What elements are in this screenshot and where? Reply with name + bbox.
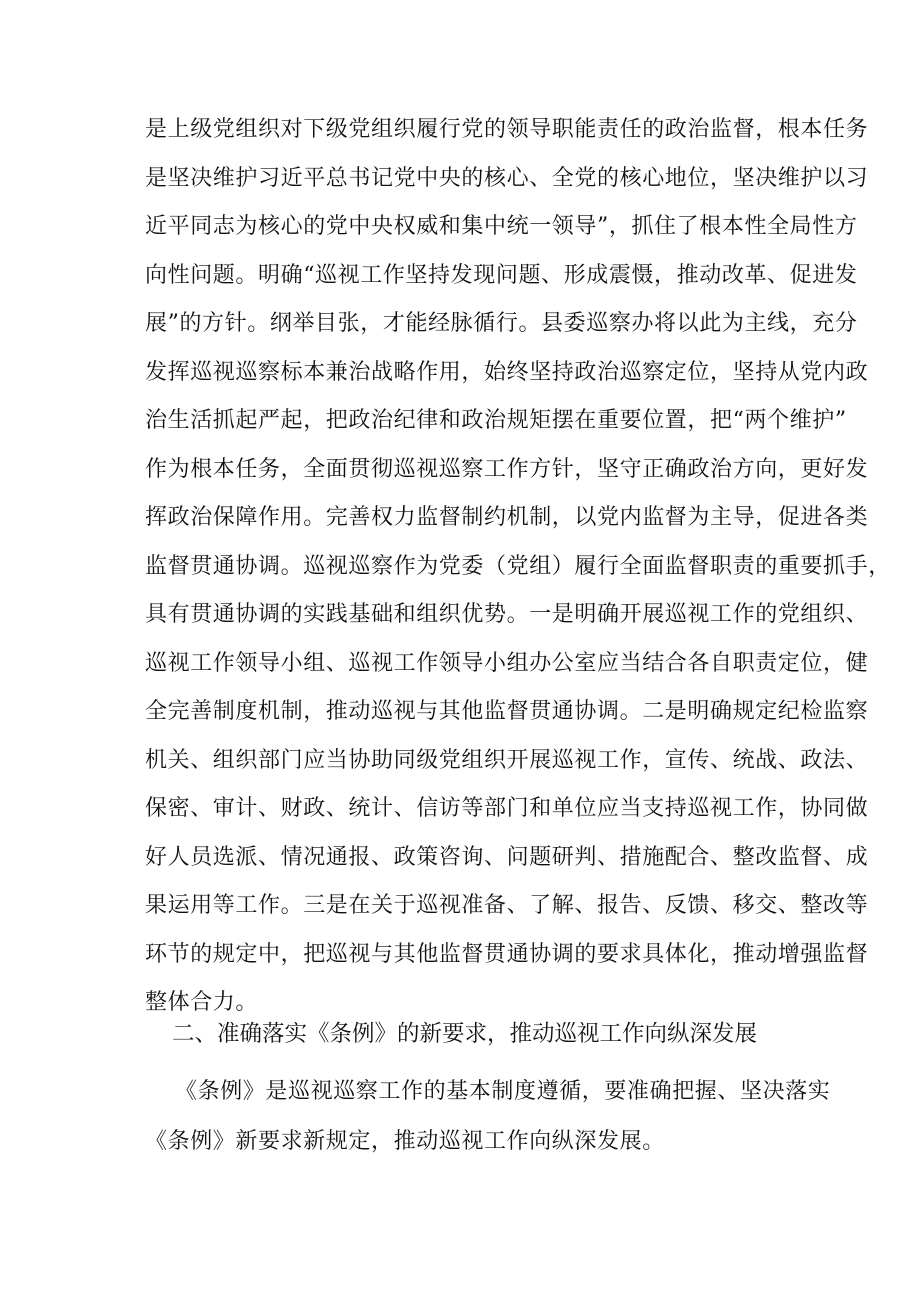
body-line: 巡视工作领导小组、巡视工作领导小组办公室应当结合各自职责定位，健 <box>145 650 869 676</box>
body-line: 环节的规定中，把巡视与其他监督贯通协调的要求具体化，推动增强监督 <box>145 941 869 967</box>
body-line: 《条例》是巡视巡察工作的基本制度遵循，要准确把握、坚决落实 <box>175 1079 831 1104</box>
body-line: 挥政治保障作用。完善权力监督制约机制，以党内监督为主导，促进各类 <box>145 505 869 530</box>
body-line: 机关、组织部门应当协助同级党组织开展巡视工作，宣传、统战、政法、 <box>145 747 869 773</box>
body-line: 果运用等工作。三是在关于巡视准备、了解、报告、反馈、移交、整改等 <box>145 893 869 918</box>
body-line: 保密、审计、财政、统计、信访等部门和单位应当支持巡视工作，协同做 <box>145 796 869 821</box>
section-paragraph <box>145 1073 831 1173</box>
body-line: 向性问题。明确“巡视工作坚持发现问题、形成震慑，推动改革、促进发 <box>145 262 858 288</box>
body-line: 好人员选派、情况通报、政策咨询、问题研判、措施配合、整改监督、成 <box>145 844 869 870</box>
body-line: 整体合力。 <box>145 990 259 1015</box>
body-line: 是上级党组织对下级党组织履行党的领导职能责任的政治监督，根本任务 <box>145 117 869 142</box>
body-line: 全完善制度机制，推动巡视与其他监督贯通协调。二是明确规定纪检监察 <box>145 699 869 724</box>
body-line: 是坚决维护习近平总书记党中央的核心、全党的核心地位，坚决维护以习 <box>145 165 869 191</box>
body-line: 治生活抓起严起，把政治纪律和政治规矩摆在重要位置，把“两个维护” <box>145 408 847 433</box>
body-line: 近平同志为核心的党中央权威和集中统一领导”，抓住了根本性全局性方 <box>145 214 858 239</box>
body-line: 作为根本任务，全面贯彻巡视巡察工作方针，坚守正确政治方向，更好发 <box>145 456 869 482</box>
section-heading: 二、准确落实《条例》的新要求，推动巡视工作向纵深发展 <box>172 1021 758 1047</box>
body-line: 发挥巡视巡察标本兼治战略作用，始终坚持政治巡察定位，坚持从党内政 <box>145 359 869 385</box>
body-paragraph <box>145 111 891 1033</box>
body-line: 监督贯通协调。巡视巡察作为党委（党组）履行全面监督职责的重要抓手， <box>145 553 891 579</box>
body-line: 《条例》新要求新规定，推动巡视工作向纵深发展。 <box>145 1129 665 1154</box>
body-line: 展”的方针。纲举目张，才能经脉循行。县委巡察办将以此为主线，充分 <box>145 311 858 336</box>
body-line: 具有贯通协调的实践基础和组织优势。一是明确开展巡视工作的党组织、 <box>145 602 869 627</box>
